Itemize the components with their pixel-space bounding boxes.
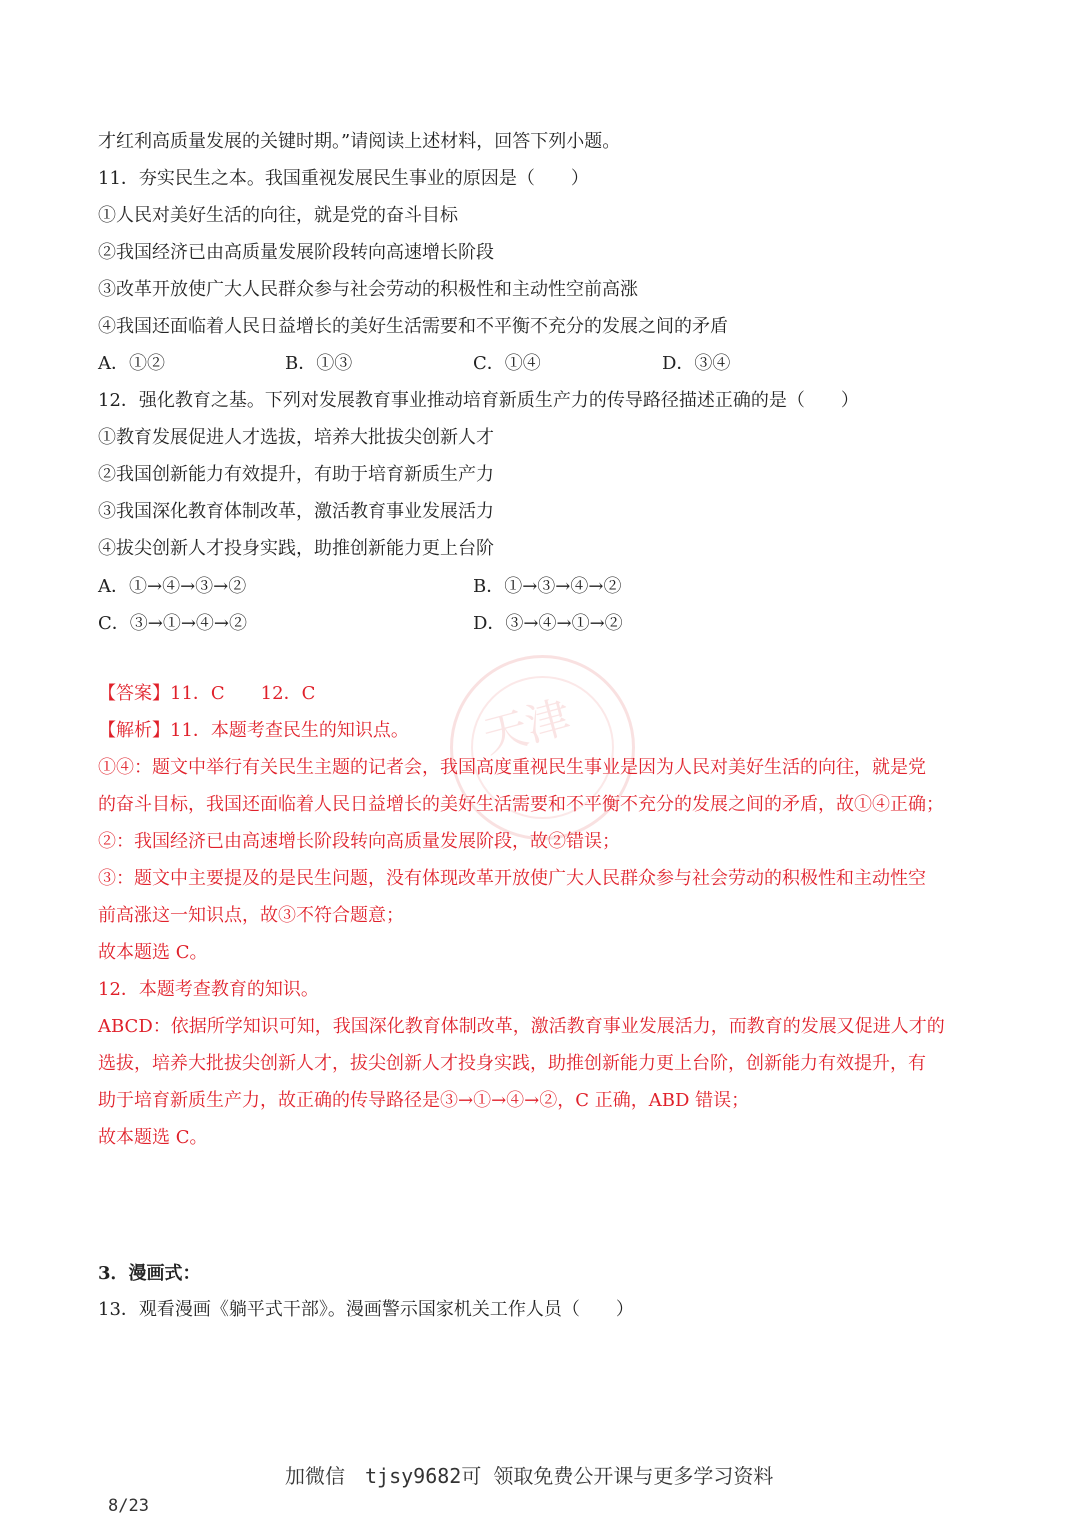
q12-stem: 12．强化教育之基。下列对发展教育事业推动培育新质生产力的传导路径描述正确的是（ ） — [98, 390, 859, 411]
q13-stem: 13．观看漫画《躺平式干部》。漫画警示国家机关工作人员（ ） — [98, 1299, 634, 1320]
analysis-line-7: 12．本题考查教育的知识。 — [98, 979, 319, 1000]
q11-option-d: D．③④ — [662, 353, 731, 374]
answer-label: 【答案】 — [98, 683, 170, 704]
q12-option-b: B．①→③→④→② — [473, 576, 622, 597]
q12-item-1: ①教育发展促进人才选拔，培养大批拔尖创新人才 — [98, 427, 494, 448]
q12-item-2: ②我国创新能力有效提升，有助于培育新质生产力 — [98, 464, 494, 485]
q11-option-c: C．①④ — [473, 353, 541, 374]
analysis-line-8: ABCD：依据所学知识可知，我国深化教育体制改革，激活教育事业发展活力，而教育的发展又促进人才的 — [98, 1016, 945, 1037]
q12-item-4: ④拔尖创新人才投身实践，助推创新能力更上台阶 — [98, 538, 494, 559]
q11-item-3: ③改革开放使广大人民群众参与社会劳动的积极性和主动性空前高涨 — [98, 279, 638, 300]
analysis-first-line — [98, 719, 409, 743]
q12-item-3: ③我国深化教育体制改革，激活教育事业发展活力 — [98, 501, 494, 522]
analysis-line-9: 选拔，培养大批拔尖创新人才，拔尖创新人才投身实践，助推创新能力更上台阶，创新能力有效提升，有 — [98, 1053, 926, 1074]
answer-text: 11．C 12．C — [170, 683, 316, 704]
answer-line — [98, 682, 315, 706]
page-number: 8/23 — [108, 1496, 149, 1516]
analysis-line-3: ②：我国经济已由高速增长阶段转向高质量发展阶段，故②错误； — [98, 831, 620, 852]
analysis-line-5: 前高涨这一知识点，故③不符合题意； — [98, 905, 404, 926]
q11-option-b: B．①③ — [285, 353, 353, 374]
q12-option-a: A．①→④→③→② — [98, 576, 247, 597]
footer-promo: 加微信 tjsy9682可 领取免费公开课与更多学习资料 — [285, 1464, 774, 1488]
q11-stem: 11．夯实民生之本。我国重视发展民生事业的原因是（ ） — [98, 168, 589, 189]
analysis-line-2: 的奋斗目标，我国还面临着人民日益增长的美好生活需要和不平衡不充分的发展之间的矛盾，故①④正确； — [98, 794, 944, 815]
q11-option-a: A．①② — [98, 353, 165, 374]
watermark-text: 天津 — [477, 691, 576, 764]
q11-item-1: ①人民对美好生活的向往，就是党的奋斗目标 — [98, 205, 458, 226]
q12-option-d: D．③→④→①→② — [473, 613, 623, 634]
analysis-label: 【解析】 — [98, 720, 170, 741]
q11-item-4: ④我国还面临着人民日益增长的美好生活需要和不平衡不充分的发展之间的矛盾 — [98, 316, 728, 337]
q11-item-2: ②我国经济已由高质量发展阶段转向高速增长阶段 — [98, 242, 494, 263]
analysis-line-10: 助于培育新质生产力，故正确的传导路径是③→①→④→②，C 正确，ABD 错误； — [98, 1090, 750, 1111]
section-heading: 3．漫画式： — [98, 1263, 201, 1284]
analysis-q11-intro: 11．本题考查民生的知识点。 — [170, 720, 409, 741]
q12-option-c: C．③→①→④→② — [98, 613, 248, 634]
analysis-line-6: 故本题选 C。 — [98, 942, 208, 963]
analysis-line-4: ③：题文中主要提及的是民生问题，没有体现改革开放使广大人民群众参与社会劳动的积极性和主动性空 — [98, 868, 926, 889]
analysis-line-11: 故本题选 C。 — [98, 1127, 208, 1148]
intro-tail: 才红利高质量发展的关键时期。”请阅读上述材料，回答下列小题。 — [98, 131, 621, 152]
analysis-line-1: ①④：题文中举行有关民生主题的记者会，我国高度重视民生事业是因为人民对美好生活的向往，就是党 — [98, 757, 926, 778]
